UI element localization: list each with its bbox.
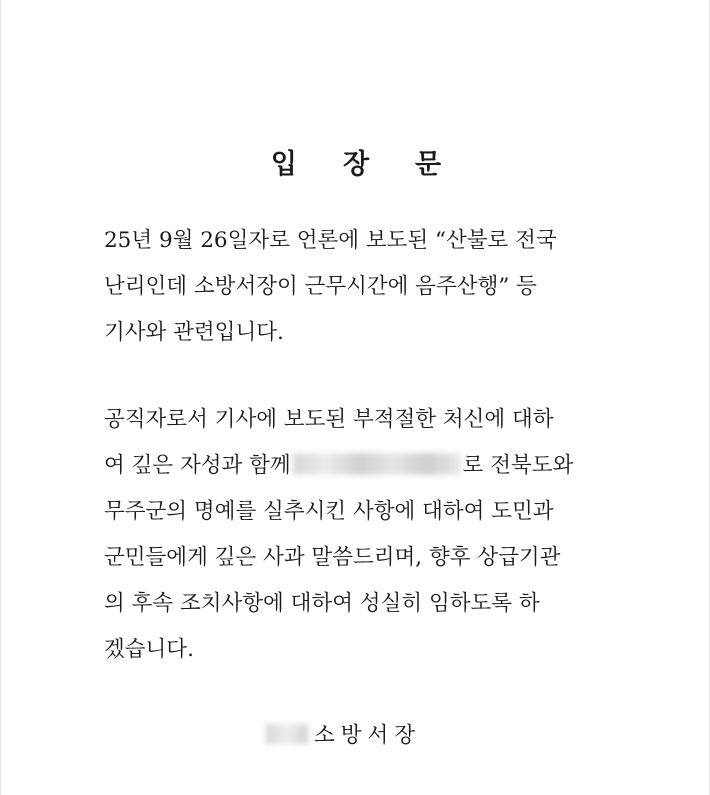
paragraph-line: 25년 9월 26일자로 언론에 보도된 “산불로 전국 [104,228,557,253]
paragraph-apology [104,397,624,673]
paragraph-line: 난리인데 소방서장이 근무시간에 음주산행” 등 [104,274,537,299]
paragraph-line: 기사와 관련입니다. [104,320,284,345]
paragraph-line: 군민들에게 깊은 사과 말씀드리며, 향후 상급기관 [104,545,561,570]
title-char: 장 [342,149,370,180]
line-text-before-redaction: 여 깊은 자성과 함께 [104,453,291,478]
paragraph-line: 무주군의 명예를 실추시킨 사항에 대하여 도민과 [104,499,554,524]
title-char: 입 [270,149,297,180]
signature-title: 소방서장 [314,723,422,748]
title-char: 문 [415,149,442,180]
line-text-after-redaction: 로 전북도와 [462,453,574,478]
redacted-name [266,724,308,744]
redacted-text [293,453,461,475]
paragraph-line: 공직자로서 기사에 보도된 부적절한 처신에 대하 [104,407,554,432]
paragraph-line: 의 후속 조치사항에 대하여 성실히 임하도록 하 [104,591,540,616]
document-title [1,142,710,181]
paragraph-line-with-redaction [104,443,624,489]
paragraph-line: 겠습니다. [104,637,194,662]
paragraph-intro [104,218,624,356]
signature-block [266,716,421,756]
